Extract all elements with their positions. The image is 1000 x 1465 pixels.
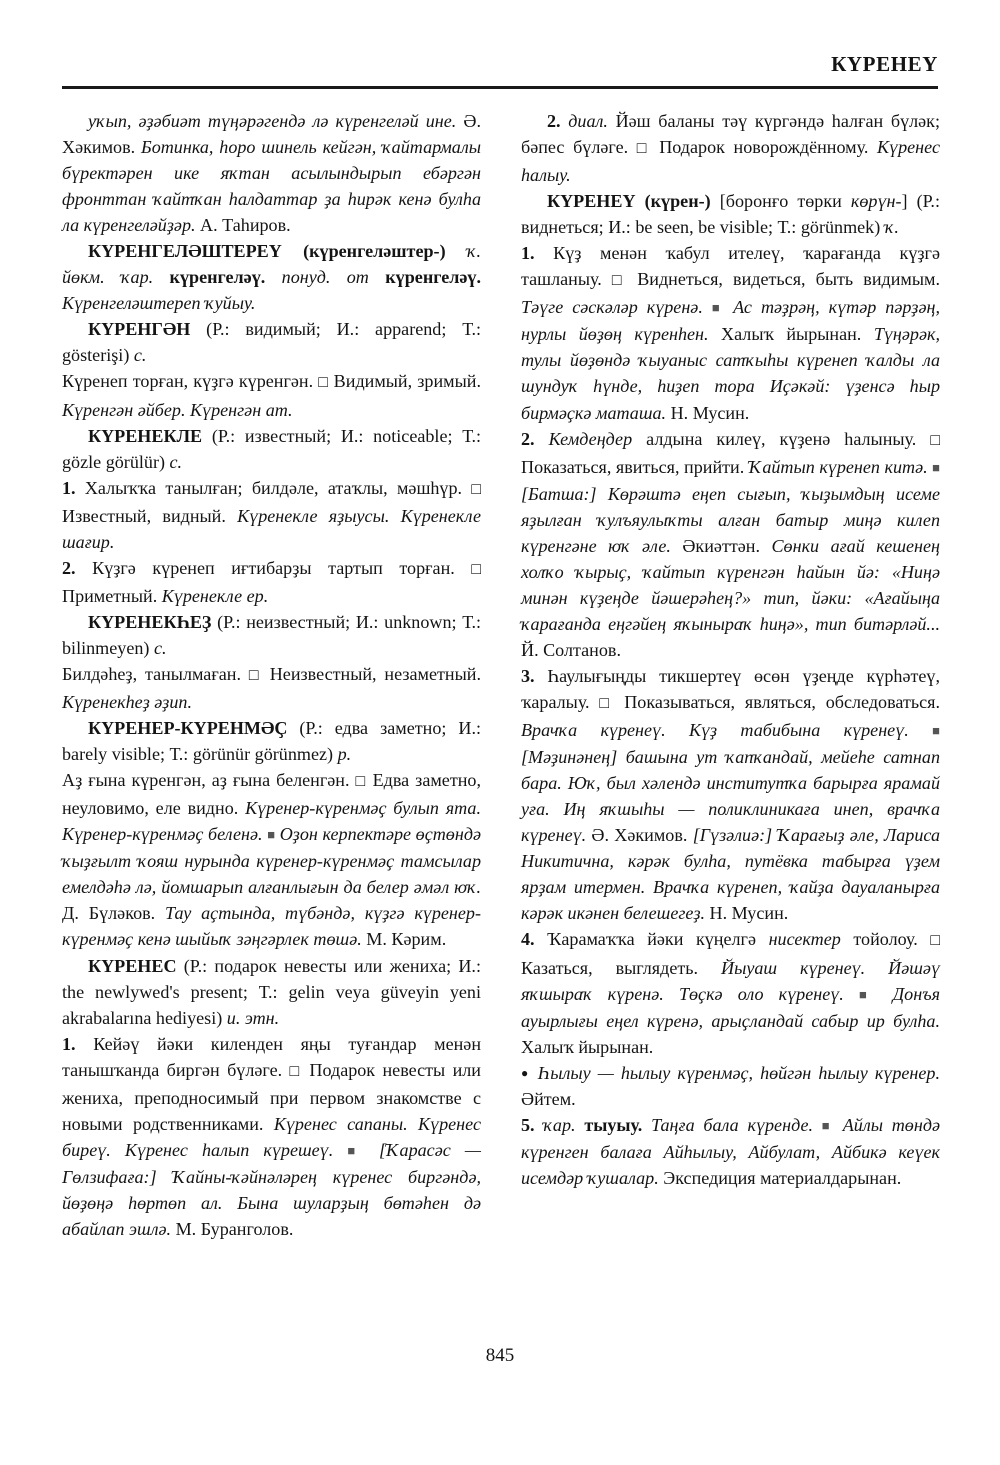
citation-marker <box>712 297 724 317</box>
citation-marker <box>932 457 940 477</box>
entry-kurengan: КҮРЕНГӘН (Р.: видимый; И.: apparend; Т.: gösterişi) с. <box>62 319 481 366</box>
entry-kurenekle-sense-1: 1. Халыҡҡа танылған; билдәле, атаҡлы, мәшһүр. □ Известный, видный. Күренекле яҙыусы. Күренекле шағир. <box>62 475 481 555</box>
citation-marker <box>267 824 275 844</box>
translation-marker <box>356 770 367 790</box>
translation-marker <box>637 137 651 157</box>
text-columns <box>62 108 940 1323</box>
citation-marker <box>822 1115 834 1135</box>
entry-kureneu-sense-1: 1. Күҙ менән ҡабул ителеү, ҡарағанда күҙгә ташланыу. □ Виднеться, видеться, быть видимым. Тәүге сәскәләр күренә. ■ Ас тәҙрәң, күтәр пәрҙәң, нурлы йөҙөң күренһен. Халыҡ йырынан. Түңәрәк, тулы йөҙөндә ҡыуаныс сатҡыһы күренеп ҡалды ла шундуҡ һүнде, һиҙеп тора Иҫәкәй: үҙенсә һыр бирмәҫкә маташа. Н. Мусин. <box>521 240 940 425</box>
right-column <box>521 108 940 1323</box>
entry-kurener-kurenmas: КҮРЕНЕР-КҮРЕНМӘҪ (Р.: едва заметно; И.: barely visible; Т.: görünür görünmez) р. <box>62 718 481 765</box>
proverb-marker <box>521 1063 531 1083</box>
entry-kureneu-sense-2: 2. Кемдеңдер алдына килеү, күҙенә һалыныу. □ Показаться, явиться, прийти. Ҡайтып күренеп китә. ■ [Батша:] Көрәштә еңеп сығып, ҡыҙымдың исеме яҙылған ҡулъяулыҡты алған батыр миңә килеп күренгәне юҡ әле. Әкиәттән. Сөнки ағай кешенең холҡо ҡырыҫ, ҡайтып күренгән һайын йә: «Ниңә минән күҙеңде йәшерәһең?» тип, йәки: «Ағайыңа ҡарағанда еңгәйең яҡыныраҡ һиңә», тип битәрләй... Й. Солтанов. <box>521 426 940 663</box>
entry-kurenekle: КҮРЕНЕКЛЕ (Р.: известный; И.: noticeable; Т.: gözle görülür) с. <box>62 425 481 472</box>
entry-kureneu-sense-4: 4. Ҡарамаҡҡа йәки күңелгә нисектер тойолоу. □ Казаться, выглядеть. Йыуаш күренеү. Йәшәү яҡшыраҡ күренә. Төҫкә оло күренеү. ■ Донъя ауырлығы еңел күренә, арыҫландай сабыр ир булһа. Халыҡ йырынан. <box>521 926 940 1059</box>
translation-marker <box>599 692 614 712</box>
entry-kurenekhez: КҮРЕНЕКҺЕҘ (Р.: неизвестный; И.: unknown; Т.: bilinmeyen) с. <box>62 611 481 658</box>
citation-marker <box>347 1140 364 1160</box>
citation-marker <box>859 984 878 1004</box>
entry-kurengelashtereu: КҮРЕНГЕЛӘШТЕРЕҮ (күренгеләштер-) ҡ. йөкм. ҡар. күренгеләү. понуд. от күренгеләү. Күренгеләштереп ҡуйыу. <box>62 241 482 314</box>
entry-kurengan-sense-1: Күренеп торған, күҙгә күренгән. □ Видимый, зримый. Күренгән әйбер. Күренгән ат. <box>62 368 481 422</box>
entry-kurenekle-sense-2: 2. Күҙгә күренеп иғтибарҙы тартып торған. □ Приметный. Күренекле ер. <box>62 555 481 609</box>
header-rule <box>62 86 938 89</box>
translation-marker <box>612 269 627 289</box>
entry-kureneu-proverb: ● Һылыу — һылыу күренмәҫ, һөйгән һылыу күренер. Әйтем. <box>521 1060 940 1112</box>
entry-kurenekhez-sense-1: Билдәһеҙ, танылмаған. □ Неизвестный, незаметный. Күренекһеҙ әҙип. <box>62 661 481 715</box>
running-head: КҮРЕНЕҮ <box>831 52 938 76</box>
entry-kureneu: КҮРЕНЕҮ (күрен-) [боронғо төрки көрүн-] (Р.: виднеться; И.: be seen, be visible; Т.: görünmek) ҡ. <box>521 191 940 238</box>
entry-kureneu-sense-3: 3. Һаулығыңды тикшертеү өсөн үҙеңде күрһәтеү, ҡаралыу. □ Показываться, являться, обследоваться. Врачҡа күренеү. Күҙ табибына күренеү. ■ [Мәҙинәнең] башына ут ҡапҡандай, мейеһе сатнап бара. Юҡ, был хәлендә институтҡа барырға ярамай уға. Иң яҡшыһы — поликлиникаға инеп, врачҡа күренеү. Ә. Хәкимов. [Гүзәлиә:] Ҡарағыҙ әле, Лариса Никитична, кәрәк булһа, путёвка табырға үҙем ярҙам итермен. Врачҡа күренеп, ҡайҙа дауаланырға кәрәк икәнен белешегеҙ. Н. Мусин. <box>521 663 940 926</box>
entry-kurenes: КҮРЕНЕС (Р.: подарок невесты или жениха; И.: the newlywed's present; Т.: gelin veya güveyin yeni akrabalarına hediyesi) и. этн. <box>62 955 481 1028</box>
entry-kurener-kurenmas-sense-1: Аҙ ғына күренгән, аҙ ғына беленгән. □ Едва заметно, неуловимо, еле видно. Күренер-күренмәҫ булып ята. Күренер-күренмәҫ беленә. ■ Оҙон керпектәре өҫтөндә ҡыҙғылт ҡояш нурында күренер-күренмәҫ тамсылар емелдәһә лә, йомшарып алғанлығын да белер әмәл юҡ. Д. Бүләков. Тау аҫтында, түбәндә, күҙгә күренер-күренмәҫ кенә шыйыҡ зәңгәрлек төшә. М. Кәрим. <box>62 767 481 952</box>
translation-marker <box>290 1060 303 1080</box>
left-column <box>62 108 481 1323</box>
translation-marker <box>249 664 262 684</box>
entry-kurenes-sense-1: 1. Кейәү йәки киленден яңы туғандар менән танышҡанда биргән бүләге. □ Подарок невесты или жениха, преподносимый при первом знакомстве с новыми родственниками. Күренес сапаны. Күренес биреү. Күренес һалып күрешеү. ■ [Ҡарасәс — Гөлзифаға:] Ҡайны-ҡәйнәләреӊ күренес биргәндә, йөҙөңә һөртөп ал. Бына шуларҙың бөтәһен дә абайлап эшлә. М. Буранголов. <box>62 1031 481 1242</box>
continuation-paragraph: уҡып, әҙәбиәт түңәрәгендә лә күренгеләй ине. Ә. Хәкимов. Ботинка, һоро шинель кейгән, ҡайтармалы бүректәрен ике яҡтан асылындырып ебәргән фронттан ҡайтҡан һалдаттар ҙа һирәк кенә булһа ла күренгеләйҙәр. А. Таһиров. <box>62 111 481 236</box>
citation-marker <box>932 720 940 740</box>
entry-kurenes-sense-2: 2. диал. Йәш баланы тәү күргәндә һалған бүләк; бәпес бүләге. □ Подарок новорождённому. Күренес һалыу. <box>521 108 940 188</box>
translation-marker <box>471 558 481 578</box>
translation-marker <box>318 371 328 391</box>
translation-marker <box>930 929 940 949</box>
translation-marker <box>471 478 481 498</box>
page-number: 845 <box>485 1345 515 1366</box>
entry-kureneu-sense-5: 5. ҡар. тыуыу. Таңға бала күренде. ■ Айлы төндә күренген балаға Айһылыу, Айбулат, Айбикә кеүек исемдәр ҡушалар. Экспедиция материалдарынан. <box>521 1112 940 1191</box>
translation-marker <box>930 429 940 449</box>
